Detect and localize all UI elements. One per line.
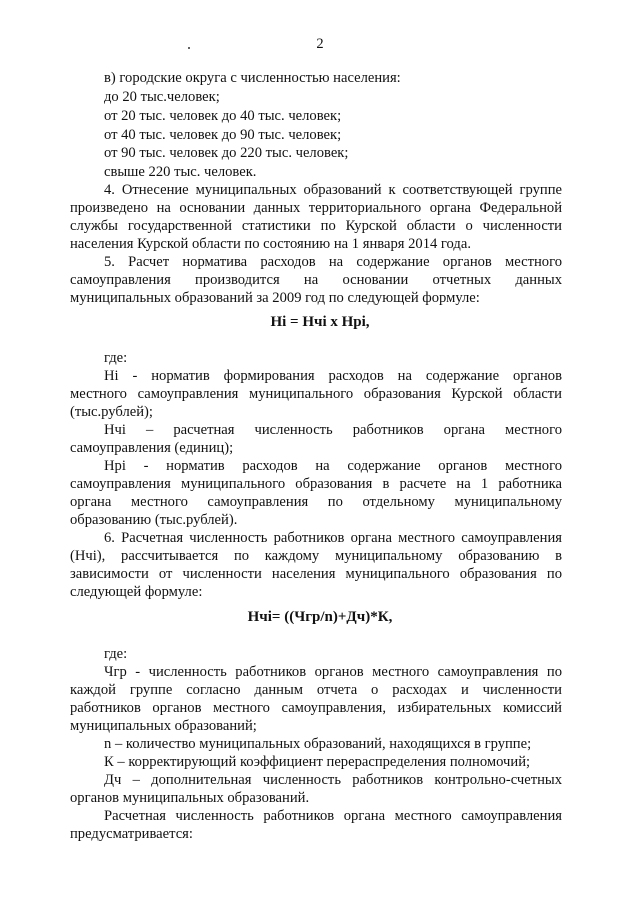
text-line: каждой группе согласно данным отчета о расходах и численности [70, 682, 562, 698]
text-line: населения Курской области по состоянию на 1 января 2014 года. [70, 236, 471, 252]
text-line: следующей формуле: [70, 584, 203, 600]
text-line: свыше 220 тыс. человек. [104, 164, 257, 180]
text-line: от 90 тыс. человек до 220 тыс. человек; [104, 145, 349, 161]
text-line: 4. Отнесение муниципальных образований к соответствующей группе [104, 182, 562, 198]
text-line: (тыс.рублей); [70, 404, 153, 420]
text-line: муниципальных образований за 2009 год по следующей формуле: [70, 290, 480, 306]
text-line: в) городские округа с численностью населения: [104, 70, 401, 86]
text-line: предусматривается: [70, 826, 193, 842]
page-number: 2 [316, 36, 324, 52]
text-line: до 20 тыс.человек; [104, 89, 220, 105]
text-line: образованию (тыс.рублей). [70, 512, 238, 528]
text-line: работников органов местного самоуправления, избирательных комиссий [70, 700, 562, 716]
text-line: где: [104, 646, 128, 662]
text-line: местного самоуправления муниципального образования Курской области [70, 386, 562, 402]
text-line: (Нчi), рассчитывается по каждому муниципальному образованию в [70, 548, 562, 564]
text-line: произведено на основании данных территориального органа Федеральной [70, 200, 562, 216]
text-line: органа местного самоуправления по отдельному муниципальному [70, 494, 562, 510]
text-line: самоуправления (единиц); [70, 440, 234, 456]
text-line: Нрi - норматив расходов на содержание органов местного [104, 458, 562, 474]
text-line: Расчетная численность работников органа местного самоуправления [104, 808, 562, 824]
text-line: n – количество муниципальных образований, находящихся в группе; [104, 736, 532, 752]
text-line: Чгр - численность работников органов местного самоуправления по [104, 664, 562, 680]
text-line: муниципальных образований; [70, 718, 257, 734]
text-line: от 20 тыс. человек до 40 тыс. человек; [104, 108, 342, 124]
text-line: самоуправления производится на основании отчетных данных [70, 272, 562, 288]
text-line: от 40 тыс. человек до 90 тыс. человек; [104, 127, 342, 143]
text-line: К – корректирующий коэффициент перераспределения полномочий; [104, 754, 531, 770]
text-line: Нi - норматив формирования расходов на содержание органов [104, 368, 562, 384]
text-line: органов муниципальных образований. [70, 790, 310, 806]
text-line: службы государственной статистики по Курской области о численности [70, 218, 562, 234]
text-line: 6. Расчетная численность работников органа местного самоуправления [104, 530, 562, 546]
text-line: Дч – дополнительная численность работников контрольно-счетных [104, 772, 562, 788]
text-line: Нчi – расчетная численность работников органа местного [104, 422, 562, 438]
text-line: самоуправления муниципального образования в расчете на 1 работника [70, 476, 562, 492]
text-line: где: [104, 350, 128, 366]
text-line: 5. Расчет норматива расходов на содержание органов местного [104, 254, 562, 270]
formula-normative: Нi = Нчi x Нрi, [270, 314, 370, 330]
formula-staff-count: Нчi= ((Чгр/n)+Дч)*К, [247, 609, 393, 625]
scan-speck [188, 47, 190, 49]
text-line: зависимости от численности населения муниципального образования по [70, 566, 562, 582]
